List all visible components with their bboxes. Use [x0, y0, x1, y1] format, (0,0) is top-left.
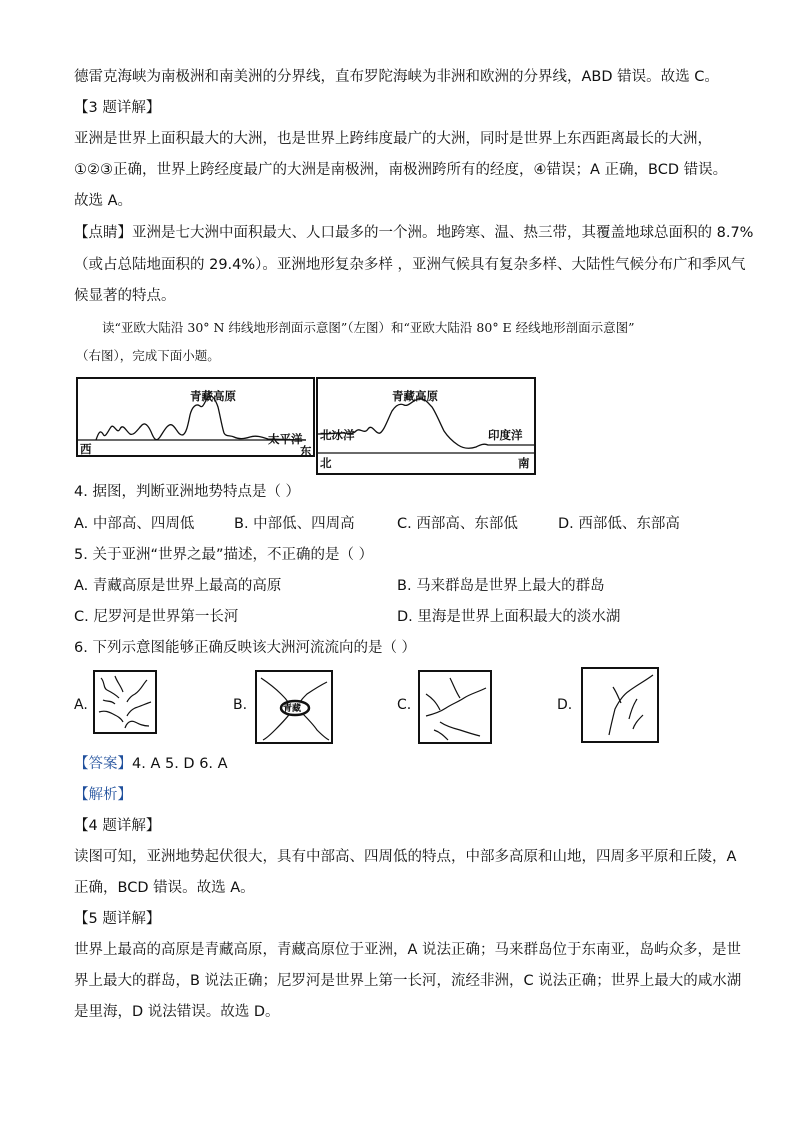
q4-option-c[interactable]: C. 西部高、东部低	[397, 516, 518, 532]
q5-option-d[interactable]: D. 里海是世界上面积最大的淡水湖	[397, 609, 621, 625]
profile-figure-30n	[76, 377, 315, 457]
intro-line: 德雷克海峡为南极洲和南美洲的分界线，直布罗陀海峡为非洲和欧洲的分界线，ABD 错误。故选 C。	[74, 69, 719, 85]
river-map-d-svg	[583, 669, 657, 741]
q5-explain-2: 界上最大的群岛，B 说法正确；尼罗河是世界上第一长河，流经非洲，C 说法正确；世界上最大的咸水湖	[74, 973, 742, 989]
reading-line-2: （右图），完成下面小题。	[76, 348, 220, 363]
q4-option-a[interactable]: A. 中部高、四周低	[74, 516, 195, 532]
indian-ocean-label: 印度洋	[488, 428, 523, 442]
dianjing-line-3: 候显著的特点。	[74, 288, 176, 304]
q5-option-a[interactable]: A. 青藏高原是世界上最高的高原	[74, 578, 282, 594]
q5-explain-3: 是里海，D 说法错误。故选 D。	[74, 1004, 280, 1020]
profile-figure-80e	[316, 377, 536, 475]
q4-option-d[interactable]: D. 西部低、东部高	[558, 516, 680, 532]
q6-option-c-label[interactable]: C.	[397, 697, 412, 713]
river-map-b[interactable]	[255, 670, 333, 744]
q6-stem: 6. 下列示意图能够正确反映该大洲河流流向的是（ ）	[74, 640, 417, 656]
dianjing-line-2: （或占总陆地面积的 29.4%）。亚洲地形复杂多样 ，亚洲气候具有复杂多样、大陆性气候分布广和季风气	[74, 257, 746, 273]
peak-label-left: 青藏高原	[190, 389, 236, 403]
q4-stem: 4. 据图，判断亚洲地势特点是（ ）	[74, 484, 301, 500]
river-map-a-svg	[95, 672, 155, 732]
river-map-c-svg	[420, 672, 490, 742]
river-map-d[interactable]	[581, 667, 659, 743]
map-b-center-label: 青藏	[283, 704, 302, 714]
analysis-tag: 【解析】	[74, 787, 132, 803]
dianjing-line-1: 【点睛】亚洲是七大洲中面积最大、人口最多的一个洲。地跨寒、温、热三带，其覆盖地球总面积的 8.7%	[74, 225, 754, 241]
q5-explain-1: 世界上最高的高原是青藏高原，青藏高原位于亚洲，A 说法正确；马来群岛位于东南亚，岛屿众多，是世	[74, 942, 742, 958]
answer-text: 4. A 5. D 6. A	[132, 756, 228, 772]
q4-option-b[interactable]: B. 中部低、四周高	[234, 516, 355, 532]
arctic-ocean-label: 北冰洋	[320, 428, 355, 442]
pacific-label: 太平洋	[268, 432, 303, 446]
q3-line-1: 亚洲是世界上面积最大的大洲，也是世界上跨纬度最广的大洲，同时是世界上东西距离最长的大洲，	[74, 131, 712, 147]
north-label: 北	[320, 456, 332, 470]
answer-line	[74, 754, 228, 774]
q5-option-b[interactable]: B. 马来群岛是世界上最大的群岛	[397, 578, 605, 594]
river-map-a[interactable]	[93, 670, 157, 734]
south-label: 南	[518, 456, 530, 470]
peak-label-right: 青藏高原	[392, 389, 438, 403]
west-label: 西	[80, 442, 92, 456]
q5-stem: 5. 关于亚洲“世界之最”描述，不正确的是（ ）	[74, 547, 374, 563]
east-label: 东	[300, 444, 312, 458]
q6-option-d-label[interactable]: D.	[557, 697, 573, 713]
q4-explain-1: 读图可知，亚洲地势起伏很大，具有中部高、四周低的特点，中部多高原和山地，四周多平原和丘陵，A	[74, 849, 737, 865]
q5-option-c[interactable]: C. 尼罗河是世界第一长河	[74, 609, 239, 625]
q4-explain-2: 正确，BCD 错误。故选 A。	[74, 880, 255, 896]
reading-line-1: 读“亚欧大陆沿 30° N 纬线地形剖面示意图”（左图）和“亚欧大陆沿 80° E 经线地形剖面示意图”	[102, 320, 635, 335]
q6-option-b-label[interactable]: B.	[233, 697, 248, 713]
q6-option-a-label[interactable]: A.	[74, 697, 88, 713]
q4-header: 【4 题详解】	[74, 818, 161, 834]
q3-header: 【3 题详解】	[74, 100, 161, 116]
q3-line-3: 故选 A。	[74, 193, 133, 209]
river-map-c[interactable]	[418, 670, 492, 744]
answer-tag: 【答案】	[74, 756, 132, 772]
q5-header: 【5 题详解】	[74, 911, 161, 927]
q3-line-2: ①②③正确，世界上跨经度最广的大洲是南极洲，南极洲跨所有的经度，④错误；A 正确，BCD 错误。	[74, 162, 728, 178]
